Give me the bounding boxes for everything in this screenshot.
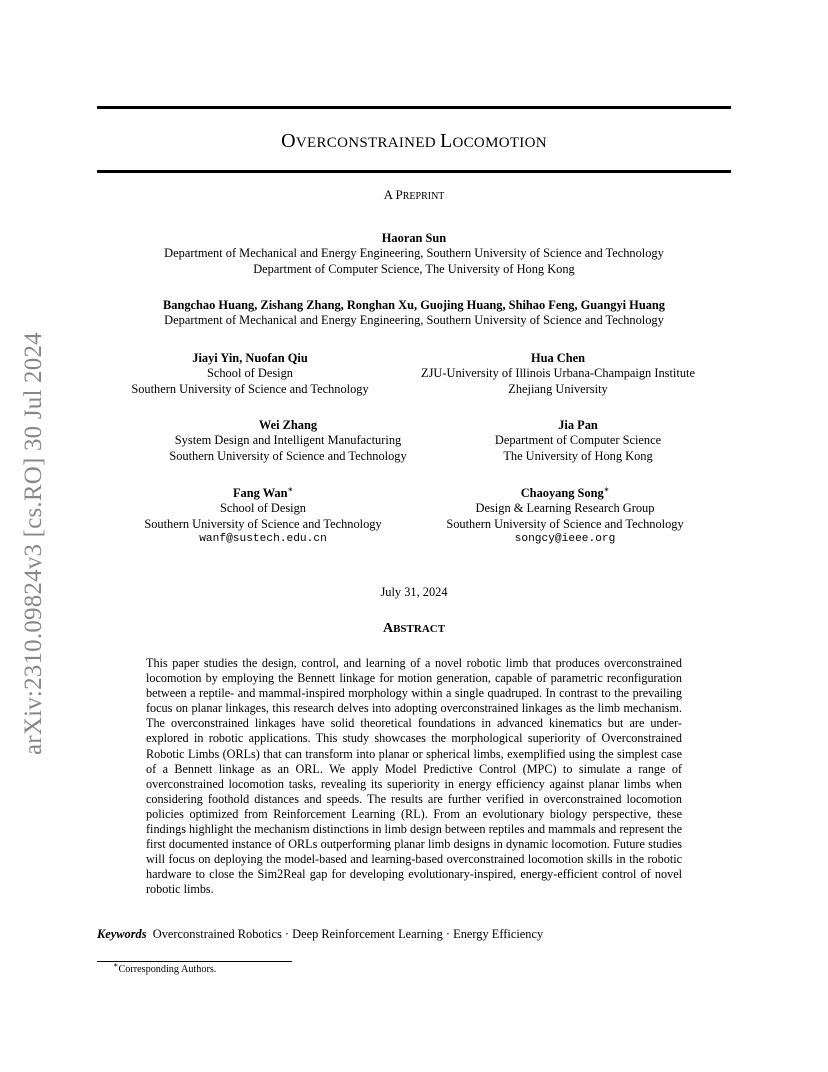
keywords-label: Keywords: [97, 927, 147, 941]
arxiv-identifier-sidebar: arXiv:2310.09824v3 [cs.RO] 30 Jul 2024: [20, 332, 47, 755]
affiliation: ZJU-University of Illinois Urbana-Champaign Institute: [421, 366, 695, 381]
author-name: Chaoyang Song∗: [520, 484, 610, 500]
author-name: Jia Pan: [558, 418, 598, 432]
author-block-zhang: [123, 418, 453, 464]
author-name: Fang Wan∗: [232, 484, 294, 500]
footnote: ∗Corresponding Authors.: [113, 960, 217, 975]
affiliation: System Design and Intelligent Manufacturing: [174, 433, 402, 448]
paper-title: OVERCONSTRAINED LOCOMOTION: [281, 130, 547, 152]
email-link[interactable]: wanf@sustech.edu.cn: [199, 532, 327, 545]
preprint-label: A PREPRINT: [383, 187, 445, 202]
title-bottom-rule: [97, 170, 731, 173]
affiliation: Southern University of Science and Technology: [131, 381, 369, 396]
publication-date: July 31, 2024: [380, 585, 448, 599]
author-block-2: [97, 298, 731, 329]
affiliation: Southern University of Science and Technology: [169, 448, 407, 463]
abstract-heading: ABSTRACT: [382, 621, 446, 636]
email-link[interactable]: songcy@ieee.org: [514, 532, 616, 545]
author-block-wan: [98, 486, 428, 547]
abstract-body: This paper studies the design, control, and learning of a novel robotic limb that produces overconstrained locomotion by employing the Bennett linkage for motion generation, capable of parametric reconfiguration between a reptile- and mammal-inspired morphology within a single quadruped. In contrast to the prevailing focus on planar linkages, this research delves into adopting overconstrained linkages as the limb mechanism. The overconstrained linkages have solid theoretical foundations in advanced kinematics but are under-explored in robotic applications. This study showcases the morphological superiority of Overconstrained Robotic Limbs (ORLs) that can transform into planar or spherical limbs, exemplified using the simplest case of a Bennett linkage as an ORL. We apply Model Predictive Control (MPC) to simulate a range of overconstrained locomotion tasks, revealing its superiority in energy efficiency against planar limbs when considering foothold distances and speeds. The results are further verified in overconstrained locomotion policies optimized from Reinforcement Learning (RL). From an evolutionary biology perspective, these findings highlight the mechanism distinctions in limb design between reptiles and mammals and represent the first documented instance of ORLs outperforming planar limb designs in dynamic locomotion. Future studies will focus on deploying the model-based and learning-based overconstrained locomotion skills in the robotic hardware to close the Sim2Real gap for developing evolutionary-inspired, energy-efficient control of novel robotic limbs.: [146, 656, 682, 897]
author-block-yin-qiu: [85, 351, 415, 397]
affiliation: Department of Mechanical and Energy Engineering, Southern University of Science and Technology: [164, 246, 664, 261]
author-names: Bangchao Huang, Zishang Zhang, Ronghan Xu, Guojing Huang, Shihao Feng, Guangyi Huang: [163, 298, 665, 312]
author-name: Hua Chen: [530, 351, 586, 365]
author-name: Wei Zhang: [258, 418, 318, 432]
affiliation: Southern University of Science and Technology: [144, 516, 382, 531]
author-block-1: [97, 231, 731, 277]
footnote-rule: [97, 961, 292, 962]
author-name: Jiayi Yin, Nuofan Qiu: [192, 351, 308, 365]
affiliation: Zhejiang University: [508, 381, 608, 396]
affiliation: Design & Learning Research Group: [475, 501, 655, 516]
affiliation: Southern University of Science and Technology: [446, 516, 684, 531]
top-rule: [97, 106, 731, 109]
author-block-chen: [393, 351, 723, 397]
affiliation: School of Design: [219, 501, 307, 516]
author-name: Haoran Sun: [381, 231, 447, 245]
affiliation: The University of Hong Kong: [503, 448, 653, 463]
keywords-text: Overconstrained Robotics · Deep Reinforcement Learning · Energy Efficiency: [152, 927, 544, 941]
affiliation: Department of Mechanical and Energy Engineering, Southern University of Science and Technology: [164, 313, 664, 328]
affiliation: Department of Computer Science: [494, 433, 662, 448]
affiliation: Department of Computer Science, The University of Hong Kong: [253, 261, 575, 276]
author-block-pan: [413, 418, 743, 464]
author-block-song: [400, 486, 730, 547]
affiliation: School of Design: [206, 366, 294, 381]
keywords-line: [97, 927, 543, 942]
